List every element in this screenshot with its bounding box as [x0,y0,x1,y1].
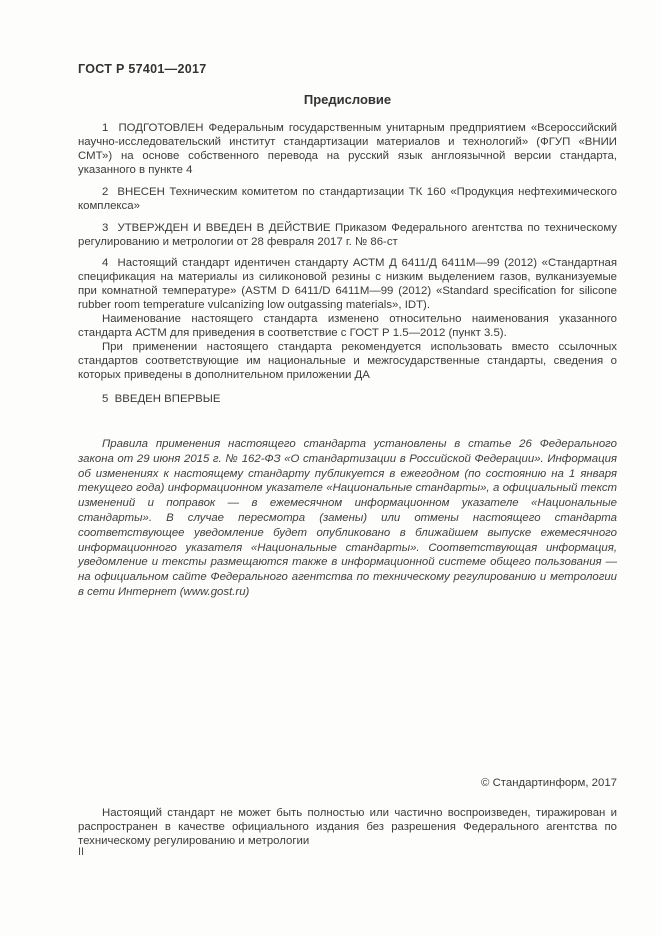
foreword-item-1-prepared-by: 1 ПОДГОТОВЛЕН Федеральным государственным унитарным предприятием «Всероссийский научно-исследовательский институт стандартизации материалов и технологий» (ФГУП «ВНИИ СМТ») на основе собственного перевода на русский язык англоязычной версии стандарта, указанного в пункте 4 [78,122,617,176]
standard-code: ГОСТ Р 57401—2017 [78,62,207,76]
page-number: II [78,846,85,858]
foreword-item-3-approved: 3 УТВЕРЖДЕН И ВВЕДЕН В ДЕЙСТВИЕ Приказом Федерального агентства по техническому регулированию и метрологии от 28 февраля 2017 г. № 86-ст [78,222,617,248]
foreword-item-4-identity: 4 Настоящий стандарт идентичен стандарту АСТМ Д 6411/Д 6411М—99 (2012) «Стандартная спецификация на материалы из силиконовой резины с низким выделением газов, вулканизуемые при комнатной температуре» (ASTM D 6411/D 6411M—99 (2012) «Standard specification for silicone rubber room temperature vulcanizing low outgassing materials», IDT). [78,257,617,311]
distribution-restriction-note: Настоящий стандарт не может быть полностью или частично воспроизведен, тиражирован и распространен в качестве официального издания без разрешения Федерального агентства по техническому регулированию и метрологии [78,807,617,847]
copyright-line: © Стандартинформ, 2017 [481,777,617,789]
foreword-item-4-title-change-note: Наименование настоящего стандарта изменено относительно наименования указанного стандарта АСТМ для приведения в соответствие с ГОСТ Р 1.5—2012 (пункт 3.5). [78,313,617,339]
foreword-item-4-reference-note: При применении настоящего стандарта рекомендуется использовать вместо ссылочных стандартов соответствующие им национальные и межгосударственные стандарты, сведения о которых приведены в дополнительном приложении ДА [78,341,617,381]
foreword-item-5-first-edition: 5 ВВЕДЕН ВПЕРВЫЕ [102,393,221,405]
foreword-title: Предисловие [303,92,392,107]
foreword-item-2-submitted-by: 2 ВНЕСЕН Техническим комитетом по стандартизации ТК 160 «Продукция нефтехимического комплекса» [78,186,617,212]
legal-application-note: Правила применения настоящего стандарта установлены в статье 26 Федерального закона от 29 июня 2015 г. № 162-ФЗ «О стандартизации в Российской Федерации». Информация об изменениях к настоящему стандарту публикуется в ежегодном (по состоянию на 1 января текущего года) информационном указателе «Национальные стандарты», а официальный текст изменений и поправок — в ежемесячном информационном указателе «Национальные стандарты». В случае пересмотра (замены) или отмены настоящего стандарта соответствующее уведомление будет опубликовано в ближайшем выпуске ежемесячного информационного указателя «Национальные стандарты». Соответствующая информация, уведомление и тексты размещаются также в информационной системе общего пользования — на официальном сайте Федерального агентства по техническому регулированию и метрологии в сети Интернет (www.gost.ru) [78,438,617,598]
foreword-body [78,121,617,600]
